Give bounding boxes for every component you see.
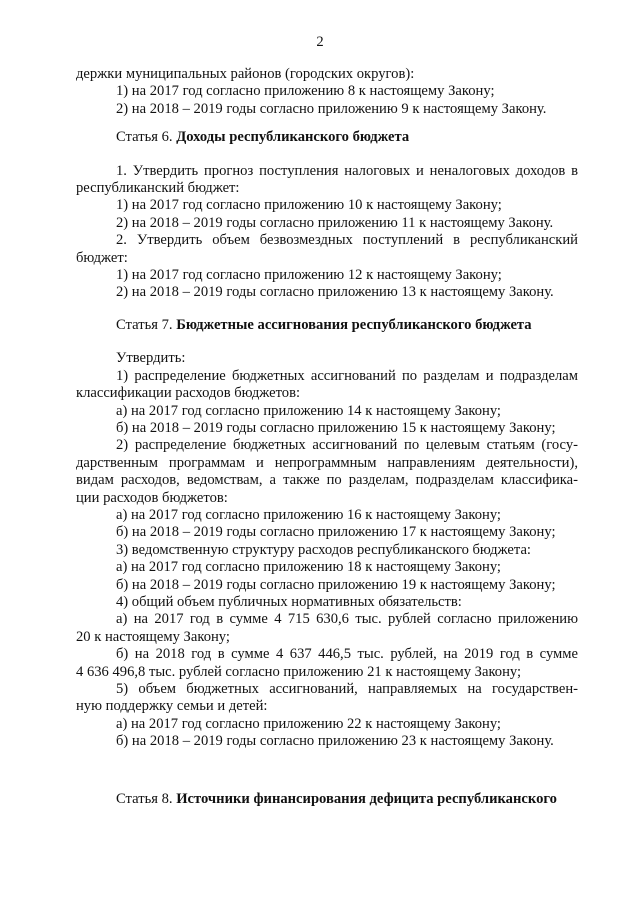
article-7-prefix: Статья 7. xyxy=(116,316,173,333)
article-6-paragraph: бюджет: xyxy=(76,249,128,266)
article-7-paragraph: 5) объем бюджетных ассигнований, направляемых на государствен- xyxy=(116,681,578,697)
article-8-title: Источники финансирования дефицита республиканского xyxy=(176,790,557,807)
article-6-paragraph: республиканский бюджет: xyxy=(76,180,240,197)
article-6-item: 1) на 2017 год согласно приложению 12 к настоящему Закону; xyxy=(116,267,502,284)
article-6-heading xyxy=(76,129,578,146)
article-8-heading xyxy=(76,791,578,808)
article-6-paragraph: 1. Утвердить прогноз поступления налоговых и неналоговых доходов в xyxy=(116,162,578,179)
article-7-item: а) на 2017 год согласно приложению 14 к настоящему Закону; xyxy=(116,402,501,419)
article-7-item: а) на 2017 год согласно приложению 18 к настоящему Закону; xyxy=(116,559,501,576)
article-7-paragraph: 4) общий объем публичных нормативных обязательств: xyxy=(116,593,462,610)
article-7-heading xyxy=(76,317,578,334)
article-6-title: Доходы республиканского бюджета xyxy=(176,129,410,146)
article-7-item: 20 к настоящему Закону; xyxy=(76,628,230,645)
article-7-item: б) на 2018 – 2019 годы согласно приложению 19 к настоящему Закону; xyxy=(116,576,556,593)
intro-item: 1) на 2017 год согласно приложению 8 к настоящему Закону; xyxy=(116,83,495,100)
intro-line: держки муниципальных районов (городских округов): xyxy=(76,66,415,82)
article-7-item: б) на 2018 – 2019 годы согласно приложению 15 к настоящему Закону; xyxy=(116,419,556,436)
article-6-prefix: Статья 6. xyxy=(116,129,173,146)
article-7-paragraph: ную поддержку семьи и детей: xyxy=(76,698,268,715)
article-7-item: а) на 2017 год в сумме 4 715 630,6 тыс. рублей согласно приложению xyxy=(116,611,578,628)
document-body xyxy=(76,66,578,808)
article-8-prefix: Статья 8. xyxy=(116,790,173,807)
article-7-item: б) на 2018 – 2019 годы согласно приложению 17 к настоящему Закону; xyxy=(116,524,556,541)
article-7-paragraph: классификации расходов бюджетов: xyxy=(76,385,301,402)
article-7-paragraph: видам расходов, ведомствам, а также по разделам, подразделам классифика- xyxy=(76,472,578,489)
article-6-item: 2) на 2018 – 2019 годы согласно приложению 13 к настоящему Закону. xyxy=(116,284,554,301)
article-7-item: а) на 2017 год согласно приложению 16 к настоящему Закону; xyxy=(116,506,501,523)
article-6-item: 2) на 2018 – 2019 годы согласно приложению 11 к настоящему Закону. xyxy=(116,214,554,231)
article-7-title: Бюджетные ассигнования республиканского бюджета xyxy=(176,316,532,333)
article-7-item: б) на 2018 – 2019 годы согласно приложению 23 к настоящему Закону. xyxy=(116,733,554,750)
article-7-item: а) на 2017 год согласно приложению 22 к настоящему Закону; xyxy=(116,715,501,732)
article-7-paragraph: 2) распределение бюджетных ассигнований по целевым статьям (госу- xyxy=(116,437,578,454)
article-7-item: 4 636 496,8 тыс. рублей согласно приложению 21 к настоящему Закону; xyxy=(76,663,522,680)
article-6-paragraph: 2. Утвердить объем безвозмездных поступлений в республиканский xyxy=(116,232,578,249)
article-7-paragraph: ции расходов бюджетов: xyxy=(76,489,228,506)
intro-item: 2) на 2018 – 2019 годы согласно приложению 9 к настоящему Закону. xyxy=(116,100,547,117)
article-6-item: 1) на 2017 год согласно приложению 10 к настоящему Закону; xyxy=(116,197,502,214)
article-7-paragraph: 3) ведомственную структуру расходов республиканского бюджета: xyxy=(116,541,531,558)
page-number: 2 xyxy=(316,34,324,50)
article-7-paragraph: 1) распределение бюджетных ассигнований по разделам и подразделам xyxy=(116,367,578,384)
article-7-item: б) на 2018 год в сумме 4 637 446,5 тыс. рублей, на 2019 год в сумме xyxy=(116,646,578,663)
article-7-lead: Утвердить: xyxy=(116,350,186,367)
article-7-paragraph: дарственным программам и непрограммным направлениям деятельности), xyxy=(76,454,578,471)
